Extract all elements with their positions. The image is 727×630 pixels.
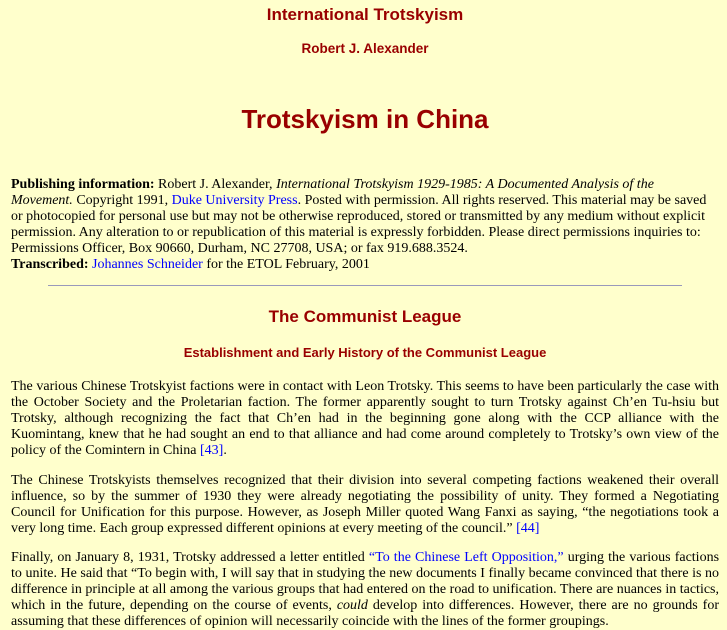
footnote-link-43[interactable]: [43] [199,443,224,458]
permissions-text: . Posted with permission. All rights reserved. This material may be saved or photocopied for personal use but may not be otherwise reproduced, stored or transmitted by any medium without explicit permission. Any alteration to or republication of this material is expressly forbidden. Please direct permissions inquiries to: Permissions Officer, Box 90660, Durham, NC 27708, USA; or fax 919.688.3524. [11,193,707,256]
paragraph-2-text: The Chinese Trotskyists themselves recognized that their division into several competing factions weakened their overall influence, so by the summer of 1930 they were already negotiating the possibility of unity. They formed a Negotiating Council for Unification for this purpose. However, as Joseph Miller quoted Wang Fanxi as saying, “the negotiations took a very long time. Each group expressed different opinions at every meeting of the council.” [11,473,719,536]
paragraph-3-text-end: develop into differences. However, there are no grounds for assuming that these differences of opinion will necessarily coincide with the lines of the former groupings. [11,598,720,629]
publishing-label: Publishing information: [11,177,155,192]
publishing-author: Robert J. Alexander, [158,177,273,192]
copyright-text: Copyright 1991, [76,193,169,208]
section-title: The Communist League [268,307,462,326]
transcriber-link[interactable]: Johannes Schneider [92,257,203,272]
paragraph-3-text-start: Finally, on January 8, 1931, Trotsky addressed a letter entitled [11,550,365,565]
paragraph-3-text-middle: urging the various factions to unite. He said that “To begin with, I will say that in studying the new documents I finally became convinced that there is no difference in principle at all among the various groups that had entered on the road to unification. There are nuances in tactics, which in the future, depending on the course of events, [11,550,720,613]
paragraph-3-italic: could [336,598,368,613]
section-subtitle: Establishment and Early History of the Communist League [183,345,547,360]
duke-press-link[interactable]: Duke University Press [171,193,298,208]
paragraph-2 [11,473,719,537]
divider [48,285,682,286]
transcribed-label: Transcribed: [11,257,89,272]
page-title: Trotskyism in China [241,104,489,134]
letter-link[interactable]: “To the Chinese Left Opposition,” [368,550,564,565]
footnote-link-44[interactable]: [44] [516,521,540,536]
publishing-information [11,177,719,273]
transcribed-text: for the ETOL February, 2001 [206,257,370,272]
book-title: International Trotskyism 1929-1985: A Documented Analysis of the Movement. [11,177,654,208]
paragraph-3 [11,550,719,630]
series-title: International Trotskyism [266,5,464,24]
author-name: Robert J. Alexander [301,41,429,56]
paragraph-1: The various Chinese Trotskyist factions were in contact with Leon Trotsky. This seems to have been particularly the case with the October Society and the Proletarian faction. The former apparently sought to turn Trotsky against Ch’en Tu-hsiu but Trotsky, although recognizing the fact that Ch’en had in the beginning gone along with the CCP alliance with the Kuomintang, knew that he had sought an end to that alliance and had come around completely to Trotsky’s own view of the policy of the Comintern in China [43]. [11,379,719,458]
paragraph-1-text: The various Chinese Trotskyist factions were in contact with Leon Trotsky. This seems to have been particularly the case with the October Society and the Proletarian faction. The former apparently sought to turn Trotsky against Ch’en Tu-hsiu but Trotsky, although recognizing the fact that Ch’en had in the beginning gone along with the CCP alliance with the Kuomintang, knew that he had sought an end to that alliance and had come around completely to Trotsky’s own view of the policy of the Comintern in China [11,379,719,458]
